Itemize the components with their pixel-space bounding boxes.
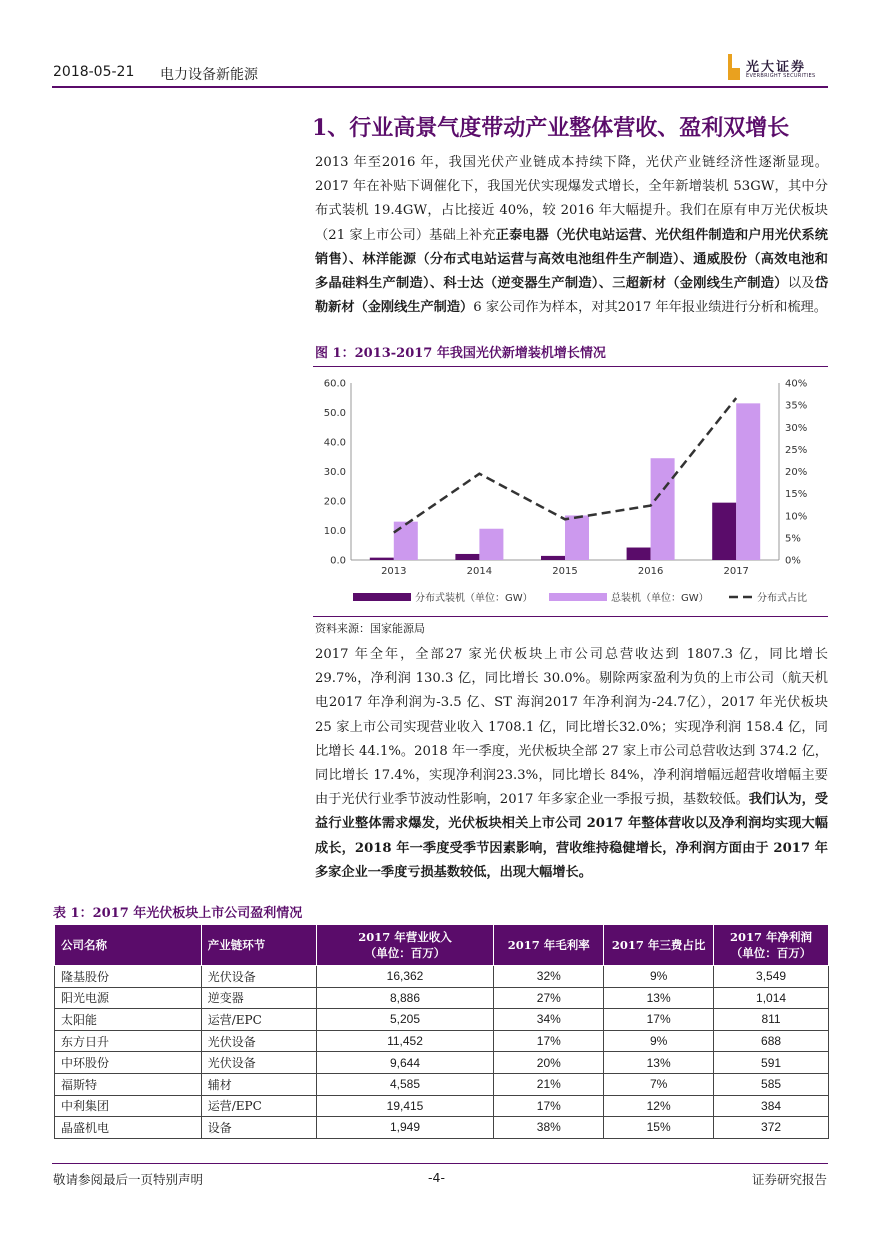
cell-revenue: 19,415 [316,1095,494,1117]
cell-revenue: 9,644 [316,1052,494,1074]
x-tick-label: 2016 [637,566,664,577]
intro-text-bold-2: 岱勒新材（金刚线生产制造） [315,276,829,316]
cell-gross-margin: 38% [494,1117,604,1139]
bar-distributed [370,558,394,560]
table-row [55,1095,829,1117]
figure-source: 资料来源：国家能源局 [315,622,425,635]
y-left-tick-label: 10.0 [323,526,346,537]
bar-distributed [712,503,736,560]
cell-expense-ratio: 17% [604,1009,714,1031]
x-tick-label: 2017 [723,566,749,577]
analysis-paragraph [315,643,828,885]
col-header-net-profit-unit: （单位：百万） [730,946,812,960]
cell-revenue: 4,585 [316,1073,494,1095]
cell-industry-chain: 光伏设备 [201,1030,316,1052]
col-header-chain: 产业链环节 [201,925,316,966]
bar-distributed [541,556,565,560]
cell-expense-ratio: 13% [604,1052,714,1074]
y-left-tick-label: 40.0 [323,437,346,449]
y-right-tick-label: 35% [785,400,808,412]
table-row [55,1009,829,1031]
col-header-net-profit [714,925,829,966]
cell-expense-ratio: 15% [604,1117,714,1139]
col-header-expense-ratio: 2017 年三费占比 [604,925,714,966]
bar-total [394,522,418,560]
y-left-tick-label: 60.0 [323,378,346,390]
y-right-tick-label: 20% [785,467,808,478]
cell-company-name: 福斯特 [55,1073,202,1095]
cell-net-profit: 591 [714,1052,829,1074]
line-distributed-share [394,398,736,533]
y-right-tick-label: 40% [785,378,808,390]
figure-bottom-rule [313,616,828,617]
cell-company-name: 太阳能 [55,1009,202,1031]
logo-text: 光大证券 [746,60,807,75]
y-right-tick-label: 5% [785,533,801,545]
bar-total [651,458,675,560]
intro-text-3: 6 家公司作为样本，对其2017 年年报业绩进行分析和梳理。 [473,300,827,316]
cell-gross-margin: 20% [494,1052,604,1074]
x-tick-label: 2013 [381,566,407,577]
footer-divider [52,1163,828,1164]
cell-expense-ratio: 7% [604,1073,714,1095]
col-header-revenue [316,925,494,966]
y-right-tick-label: 10% [785,511,808,523]
bar-distributed [627,548,651,560]
intro-text-1: 2013 年至2016 年，我国光伏产业链成本持续下降，光伏产业链经济性逐渐显现。2017 年在补贴下调催化下，我国光伏实现爆发式增长，全年新增装机 53GW，其中分布式装机 19.4GW，占比接近 40%，较 2016 年大幅提升。我们在原有申万光伏板块（21 家上市公司）基础上补充 [315,155,828,243]
cell-revenue: 8,886 [316,987,494,1009]
col-header-revenue-unit: （单位：百万） [364,946,446,960]
bar-total [736,403,760,560]
cell-net-profit: 585 [714,1073,829,1095]
legend-swatch [549,593,607,601]
cell-gross-margin: 32% [494,966,604,988]
bar-distributed [455,554,479,560]
analysis-conclusion: 我们认为，受益行业整体需求爆发，光伏板块相关上市公司 2017 年整体营收以及净利润均实现大幅成长，2018 年一季度受季节因素影响，营收维持稳健增长，净利润方面由于 2017 年多家企业一季度亏损基数较低，出现大幅增长。 [315,792,828,880]
company-logo [726,54,836,84]
y-left-tick-label: 30.0 [323,467,346,478]
intro-text-bold-1: 正泰电器（光伏电站运营、光伏组件制造和户用光伏系统销售）、林洋能源（分布式电站运营与高效电池组件生产制造）、通威股份（高效电池和多晶硅料生产制造）、科士达（逆变器生产制造）、三超新材（金刚线生产制造） [315,227,828,292]
y-right-tick-label: 15% [785,489,808,501]
legend-label: 分布式装机（单位：GW） [415,593,533,604]
cell-company-name: 阳光电源 [55,987,202,1009]
report-sector: 电力设备新能源 [160,67,258,83]
cell-expense-ratio: 13% [604,987,714,1009]
y-right-tick-label: 0% [785,555,801,567]
cell-industry-chain: 设备 [201,1117,316,1139]
table-row [55,1073,829,1095]
cell-gross-margin: 34% [494,1009,604,1031]
bar-total [479,529,503,560]
intro-text-2: 以及 [787,276,815,292]
footer-disclaimer: 敬请参阅最后一页特别声明 [53,1172,204,1187]
cell-revenue: 11,452 [316,1030,494,1052]
cell-revenue: 16,362 [316,966,494,988]
cell-expense-ratio: 9% [604,1030,714,1052]
bar-total [565,515,589,560]
table-row [55,987,829,1009]
intro-paragraph [315,151,828,320]
col-header-name: 公司名称 [55,925,202,966]
y-left-tick-label: 50.0 [323,408,346,419]
cell-net-profit: 372 [714,1117,829,1139]
table-row [55,1030,829,1052]
table-row [55,1052,829,1074]
page-number: -4- [428,1170,445,1185]
cell-gross-margin: 17% [494,1030,604,1052]
cell-company-name: 隆基股份 [55,966,202,988]
header-divider [52,86,828,88]
table-row [55,966,829,988]
cell-industry-chain: 辅材 [201,1073,316,1095]
logo-mark-icon [726,54,740,80]
installation-chart [313,368,828,614]
cell-company-name: 中利集团 [55,1095,202,1117]
cell-revenue: 1,949 [316,1117,494,1139]
figure-top-rule [313,366,828,367]
report-date: 2018-05-21 [53,64,135,80]
y-right-tick-label: 25% [785,444,808,456]
cell-gross-margin: 27% [494,987,604,1009]
cell-gross-margin: 21% [494,1073,604,1095]
cell-industry-chain: 光伏设备 [201,1052,316,1074]
cell-net-profit: 688 [714,1030,829,1052]
cell-industry-chain: 光伏设备 [201,966,316,988]
col-header-net-profit-title: 2017 年净利润 [730,930,813,944]
x-tick-label: 2014 [466,566,493,577]
y-left-tick-label: 0.0 [330,555,346,567]
cell-expense-ratio: 12% [604,1095,714,1117]
cell-industry-chain: 逆变器 [201,987,316,1009]
analysis-text: 2017 年全年，全部27 家光伏板块上市公司总营收达到 1807.3 亿，同比增长 29.7%，净利润 130.3 亿，同比增长 30.0%。剔除两家盈利为负的上市公司（航天机电2017 年净利润为-3.5 亿、ST 海润2017 年净利润为-24.7亿），2017 年光伏板块 25 家上市公司实现营业收入 1708.1 亿，同比增长32.0%；实现净利润 158.4 亿，同比增长 44.1%。2018 年一季度，光伏板块全部 27 家上市公司总营收达到 374.2 亿，同比增长 17.4%，实现净利润23.3%，同比增长 84%，净利润增幅远超营收增幅主要由于光伏行业季节波动性影响，2017 年多家企业一季报亏损，基数较低。 [315,647,828,808]
legend-label: 分布式占比 [757,593,807,604]
legend-swatch [353,593,411,601]
table-header-row [55,925,829,966]
profit-table [54,924,829,1139]
col-header-gross-margin: 2017 年毛利率 [494,925,604,966]
cell-company-name: 东方日升 [55,1030,202,1052]
section-title: 1、行业高景气度带动产业整体营收、盈利双增长 [312,115,790,141]
cell-revenue: 5,205 [316,1009,494,1031]
footer-report-type: 证券研究报告 [751,1172,827,1187]
table-row [55,1117,829,1139]
cell-net-profit: 3,549 [714,966,829,988]
cell-company-name: 中环股份 [55,1052,202,1074]
legend-label: 总装机（单位：GW） [611,593,709,604]
logo-subtext: EVERBRIGHT SECURITIES [746,73,816,79]
col-header-revenue-title: 2017 年营业收入 [358,930,452,944]
cell-industry-chain: 运营/EPC [201,1009,316,1031]
cell-expense-ratio: 9% [604,966,714,988]
cell-industry-chain: 运营/EPC [201,1095,316,1117]
cell-gross-margin: 17% [494,1095,604,1117]
figure-title: 图 1：2013-2017 年我国光伏新增装机增长情况 [315,346,606,361]
y-right-tick-label: 30% [785,422,808,434]
table-title: 表 1：2017 年光伏板块上市公司盈利情况 [53,906,303,921]
cell-company-name: 晶盛机电 [55,1117,202,1139]
x-tick-label: 2015 [552,566,578,577]
y-left-tick-label: 20.0 [323,496,346,508]
cell-net-profit: 811 [714,1009,829,1031]
cell-net-profit: 1,014 [714,987,829,1009]
cell-net-profit: 384 [714,1095,829,1117]
